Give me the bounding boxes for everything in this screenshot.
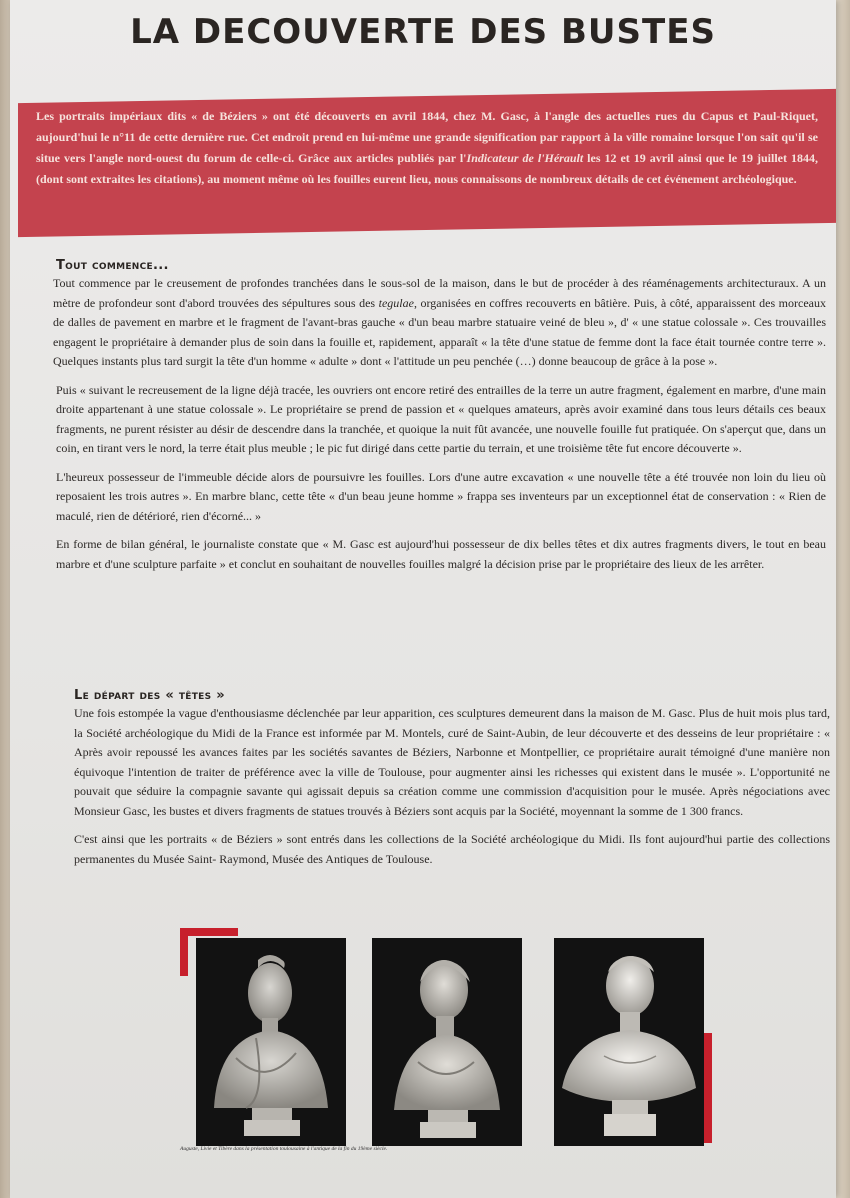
wall-right [836, 0, 850, 1198]
bust-gallery [180, 928, 720, 1158]
red-corner-accent-2 [180, 928, 188, 976]
exhibition-panel [10, 0, 836, 1198]
section-depart-des-tetes [74, 688, 830, 878]
section1-tegulae: tegulae [378, 295, 414, 310]
bust-photo-auguste [196, 938, 346, 1146]
red-corner-accent-1 [180, 928, 238, 936]
section1-paragraph-1b: , organisées en coffres recouverts en bâtière. Puis, à côté, apparaissent des morceaux de dalles de pavement en marbre et le fragment de l'avant-bras gauche « d'un beau marbre statuaire veiné de bleu », d' « une statue colossale ». Ces trouvailles engagent le propriétaire à demander plus de soin dans la fouille et, rapidement, apparaît « la tête d'une statue de femme dont la face était tournée contre terre ». Quelques instants plus tard surgit la tête d'un homme « adulte » dont « l'attitude un peu penchée (…) donne beaucoup de grâce à la pose ». [53, 295, 826, 368]
bust-image-livie [372, 938, 522, 1146]
page-title: LA DECOUVERTE DES BUSTES [130, 12, 716, 52]
section2-paragraph-2: C'est ainsi que les portraits « de Béziers » sont entrés dans les collections de la Société archéologique du Midi. Ils font aujourd'hui partie des collections permanentes du Musée Saint- Raymond, Musée des Antiques de Toulouse. [74, 832, 830, 866]
bust-image-auguste [196, 938, 346, 1146]
section-tout-commence [53, 258, 826, 583]
intro-text-part1: Les portraits impériaux dits « de Béziers » ont été découverts en avril 1844, chez M. Gasc, à l'angle des actuelles rues du Capus et Paul-Riquet, aujourd'hui le n°11 de cette dernière rue. Cet endroit prend en lui-même une grande signification par rapport à la ville romaine lorsque l'on sait qu'il se situe vers l'angle nord-ouest du forum de celle-ci. Grâce aux articles publiés par l' [36, 109, 818, 165]
section1-paragraph-1a: Tout commence par le creusement de profondes tranchées dans le sous-sol de la maison, dans le but de procéder à des réaménagements architecturaux. A un mètre de profondeur sont d'abord trouvées des sépultures sous des [53, 276, 826, 310]
section1-paragraph-1 [53, 274, 826, 372]
section2-paragraph-1: Une fois estompée la vague d'enthousiasme déclenchée par leur apparition, ces sculptures demeurent dans la maison de M. Gasc. Plus de huit mois plus tard, la Société archéologique du Midi de la France est informée par M. Montels, curé de Saint-Aubin, de leur découverte et des desseins de leur propriétaire : « Après avoir repoussé les avances faites par les sociétés savantes de Béziers, Narbonne et Montpellier, ce propriétaire aurait témoigné d'une manière non équivoque l'intention de traiter de préférence avec la ville de Toulouse, pour augmenter ainsi les richesses qui existent dans le musée ». L'opportunité ne pouvait que séduire la compagnie savante qui agissait depuis sa création comme une commission d'acquisition pour le musée. Après négociations avec Monsieur Gasc, les bustes et divers fragments de statues trouvés à Béziers sont acquis par la Société, moyennant la somme de 1 300 francs. [74, 706, 830, 818]
photo-caption: Auguste, Livie et Tibère dans la présentation toulousaine à l'antique de la fin du 19ème siècle. [180, 1146, 388, 1152]
bust-image-tibere [554, 938, 704, 1146]
section1-paragraph-3: L'heureux possesseur de l'immeuble décide alors de poursuivre les fouilles. Lors d'une autre excavation « une nouvelle tête a été trouvée non loin du lieu où reposaient les trois autres ». En marbre blanc, cette tête « d'un beau jeune homme » frappa ses inventeurs par un exceptionnel état de conservation : « Rien de maculé, rien de détérioré, rien d'écorné... » [56, 469, 826, 523]
intro-text-part2: les 12 et 19 avril ainsi que le 19 juillet 1844, (dont sont extraites les citations), au moment même où les fouilles eurent lieu, nous connaissons de nombreux détails de cet événement archéologique. [36, 151, 818, 186]
section1-paragraph-2: Puis « suivant le recreusement de la ligne déjà tracée, les ouvriers ont encore retiré des entrailles de la terre un autre fragment, également en marbre, d'une main droite appartenant à une statue colossale ». Le propriétaire se prend de passion et « quelques amateurs, après avoir examiné dans tous leurs détails ces beaux fragments, ne purent résister au désir de descendre dans la tranchée, et quoique la nuit fût avancée, une nouvelle fouille fut pratiquée. On s'aperçut que, dans un coin, en tirant vers le nord, la terre était plus meuble ; le pic fut dirigé dans cette partie du terrain, et une troisième tête fut encore découverte ». [56, 382, 826, 455]
section1-heading: Tout commence... [56, 258, 169, 273]
intro-text [36, 106, 818, 190]
section1-paragraph-4: En forme de bilan général, le journaliste constate que « M. Gasc est aujourd'hui possesseur de dix belles têtes et dix autres fragments divers, le tout en beau marbre et d'une sculpture parfaite » et conclut en souhaitant de nouvelles fouilles malgré la décision prise par le propriétaire des lieux de les arrêter. [56, 537, 826, 571]
section2-heading: Le départ des « têtes » [74, 688, 225, 703]
intro-newspaper-title: Indicateur de l'Hérault [466, 151, 584, 165]
bust-photo-livie [372, 938, 522, 1146]
bust-photo-tibere [554, 938, 704, 1146]
